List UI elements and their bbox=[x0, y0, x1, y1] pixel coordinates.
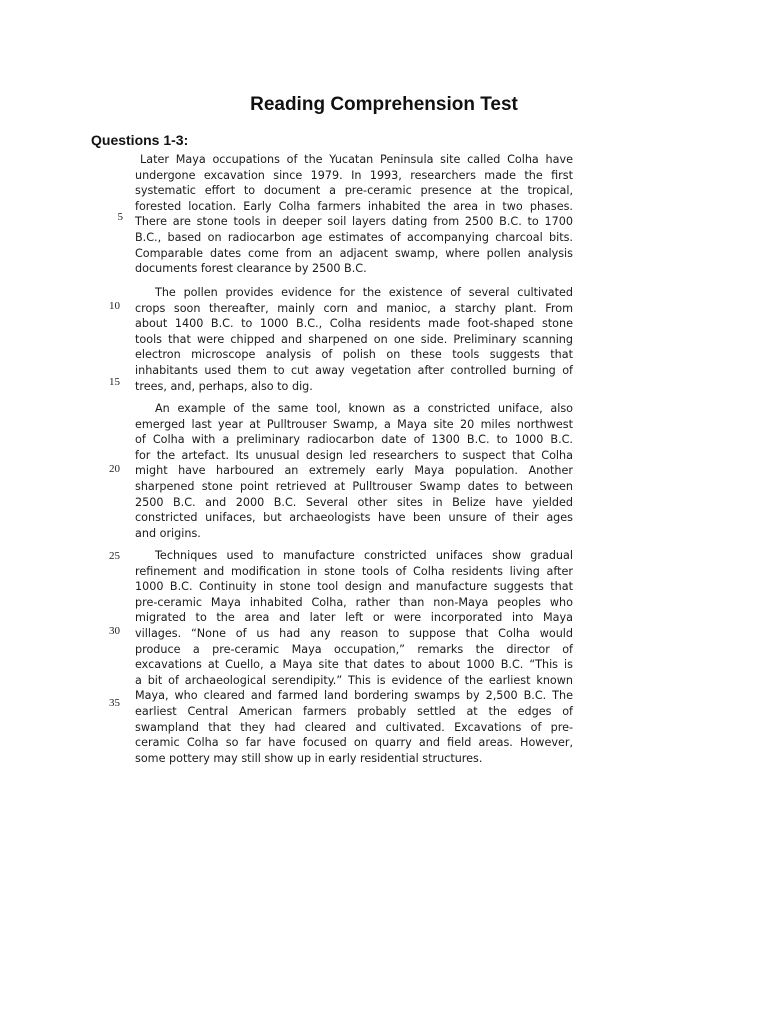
passage-line: might have harboured an extremely early Maya population. Another bbox=[135, 464, 573, 478]
passage-line: some pottery may still show up in early residential structures. bbox=[135, 751, 483, 765]
passage-line: systematic effort to document a pre-ceramic presence at the tropical, bbox=[135, 184, 573, 198]
line-number: 20 bbox=[109, 463, 120, 475]
passage-line: Maya, who cleared and farmed land bordering swamps by 2,500 B.C. The bbox=[135, 689, 573, 703]
passage-line: swampland that they had cleared and cultivated. Excavations of pre- bbox=[135, 720, 573, 734]
passage-line: B.C., based on radiocarbon age estimates of accompanying charcoal bits. bbox=[135, 230, 573, 244]
questions-heading: Questions 1-3: bbox=[91, 132, 189, 148]
passage-line: 2500 B.C. and 2000 B.C. Several other sites in Belize have yielded bbox=[135, 495, 573, 509]
passage-line: tools that were chipped and sharpened on one side. Preliminary scanning bbox=[135, 332, 573, 346]
passage-line: earliest Central American farmers probably settled at the edges of bbox=[135, 704, 573, 718]
passage-line: There are stone tools in deeper soil layers dating from 2500 B.C. to 1700 bbox=[135, 215, 573, 229]
passage-paragraph-1 bbox=[135, 152, 573, 277]
passage-line: villages. “None of us had any reason to suppose that Colha would bbox=[135, 626, 573, 640]
line-number: 30 bbox=[109, 625, 120, 637]
passage-line: documents forest clearance by 2500 B.C. bbox=[135, 262, 367, 276]
passage-line: sharpened stone point retrieved at Pulltrouser Swamp dates to between bbox=[135, 479, 573, 493]
passage-line: Later Maya occupations of the Yucatan Peninsula site called Colha have bbox=[140, 153, 573, 166]
passage-line: The pollen provides evidence for the existence of several cultivated bbox=[155, 286, 573, 299]
passage-line: refinement and modification in stone tools of Colha residents living after bbox=[135, 564, 573, 578]
passage-paragraph-3 bbox=[135, 401, 573, 541]
passage-line: ceramic Colha so far have focused on quarry and field areas. However, bbox=[135, 736, 573, 750]
passage-line: excavations at Cuello, a Maya site that dates to about 1000 B.C. “This is bbox=[135, 658, 573, 672]
passage-line: produce a pre-ceramic Maya occupation,” remarks the director of bbox=[135, 642, 573, 656]
passage-paragraph-2 bbox=[135, 285, 573, 394]
passage-line: migrated to the area and later left or were incorporated into Maya bbox=[135, 611, 573, 625]
passage-paragraph-4 bbox=[135, 548, 573, 766]
line-number: 35 bbox=[109, 697, 120, 709]
passage-line: constricted unifaces, but archaeologists have been unsure of their ages bbox=[135, 511, 573, 525]
page-title: Reading Comprehension Test bbox=[250, 94, 518, 115]
passage-line: undergone excavation since 1979. In 1993, researchers made the first bbox=[135, 168, 573, 182]
line-number: 15 bbox=[109, 376, 120, 388]
line-number: 25 bbox=[109, 550, 120, 562]
passage-line: inhabitants used them to cut away vegetation after controlled burning of bbox=[135, 363, 573, 377]
passage-line: pre-ceramic Maya inhabited Colha, rather than non-Maya peoples who bbox=[135, 595, 573, 609]
passage-line: a bit of archaeological serendipity.” This is evidence of the earliest known bbox=[135, 673, 573, 687]
passage-line: electron microscope analysis of polish on these tools suggests that bbox=[135, 348, 573, 362]
passage-line: Techniques used to manufacture constricted unifaces show gradual bbox=[155, 549, 573, 562]
passage-line: about 1400 B.C. to 1000 B.C., Colha residents made foot-shaped stone bbox=[135, 317, 573, 331]
passage-line: forested location. Early Colha farmers inhabited the area in two phases. bbox=[135, 199, 573, 213]
passage-line: crops soon thereafter, mainly corn and manioc, a starchy plant. From bbox=[135, 301, 573, 315]
passage-line: for the artefact. Its unusual design led researchers to suspect that Colha bbox=[135, 448, 573, 462]
passage-line: trees, and, perhaps, also to dig. bbox=[135, 379, 313, 393]
line-number: 10 bbox=[109, 300, 120, 312]
passage-line: of Colha with a preliminary radiocarbon date of 1300 B.C. to 1000 B.C. bbox=[135, 433, 573, 447]
line-number: 5 bbox=[117, 211, 123, 223]
passage-line: An example of the same tool, known as a constricted uniface, also bbox=[155, 402, 573, 415]
passage-line: Comparable dates come from an adjacent swamp, where pollen analysis bbox=[135, 246, 573, 260]
passage-line: 1000 B.C. Continuity in stone tool design and manufacture suggests that bbox=[135, 580, 573, 594]
passage-line: emerged last year at Pulltrouser Swamp, a Maya site 20 miles northwest bbox=[135, 417, 573, 431]
passage-line: and origins. bbox=[135, 526, 201, 540]
